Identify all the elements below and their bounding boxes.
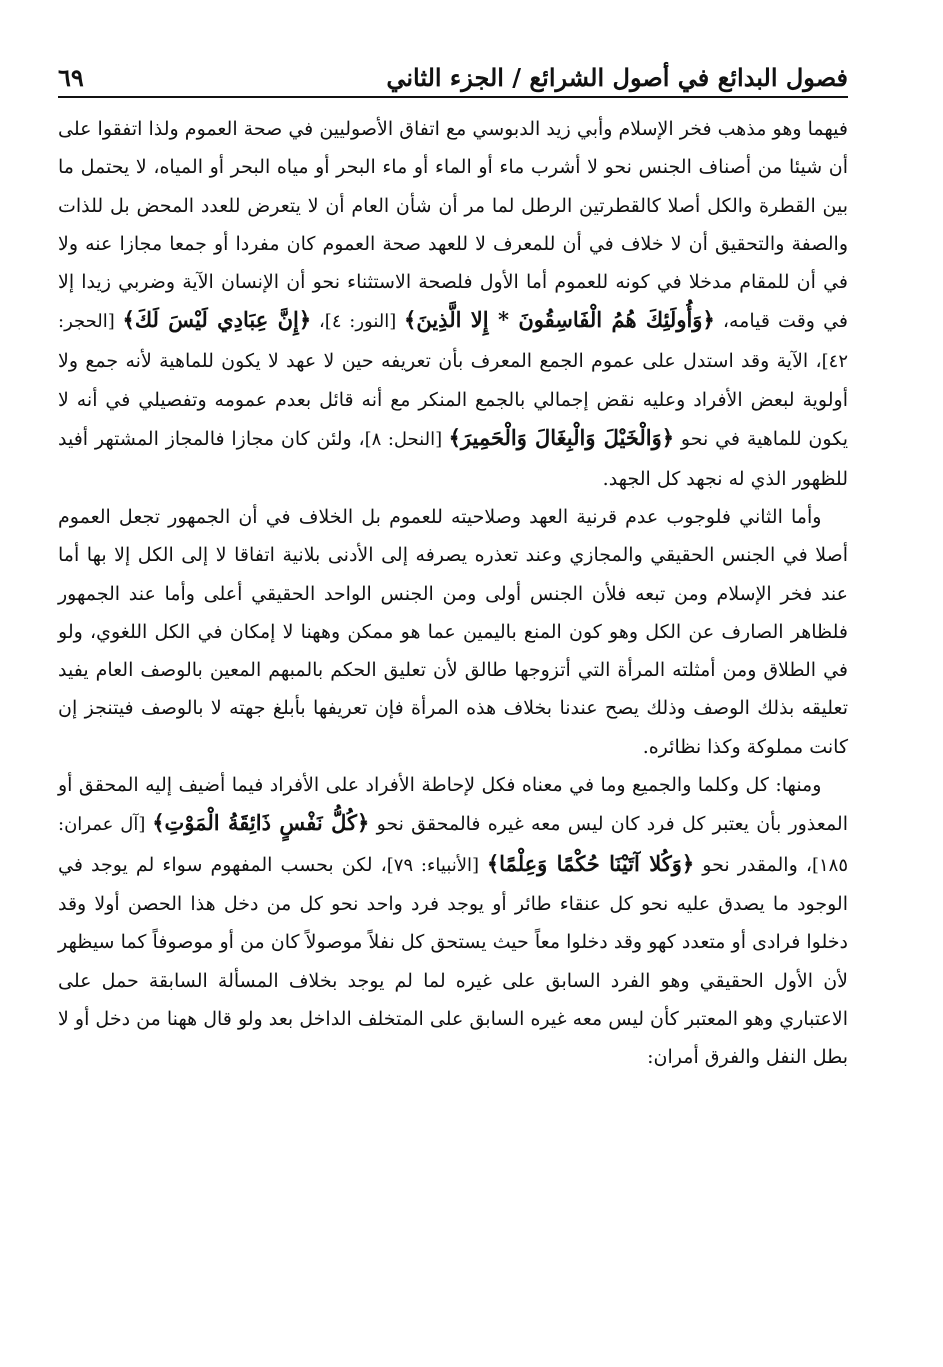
verse-reference: [الأنبياء: ٧٩] — [386, 854, 487, 876]
verse-reference: [الحجر: ٤٢] — [58, 311, 848, 372]
quran-verse: ﴿وَأُولَئِكَ هُمُ الْفَاسِقُونَ * إِلا الَّذِينَ﴾ — [404, 307, 715, 333]
paragraph-text: فيهما وهو مذهب فخر الإسلام وأبي زيد الدبوسي مع اتفاق الأصوليين في صحة العموم ولذا اتفقوا على أن شيئا من أصناف الجنس نحو لا أشرب ماء أو الماء أو ماء البحر أو مياه البحر أو المياه، لا يحتمل ما بين القطرة والكل أصلا كالقطرتين الرطل لما مر أن شأن العام أن لا يتعرض للعدد المحض بل للذات والصفة والتحقيق أن لا خلاف في أن للمعرف لا للعهد صحة العموم كان مفردا أو جمعا مجازا عنه ولا في أن للمقام مدخلا في كونه للعموم أما الأول فلصحة الاستثناء نحو أن الإنسان الآية وضربي زيدا إلا في وقت قيامه، — [58, 118, 848, 333]
quran-verse: ﴿وَكُلا آتَيْنَا حُكْمًا وَعِلْمًا﴾ — [486, 850, 695, 876]
paragraph — [58, 498, 848, 766]
quran-verse: ﴿وَالْخَيْلَ وَالْبِغَالَ وَالْحَمِيرَ﴾ — [448, 425, 675, 451]
page-number: ٦٩ — [58, 63, 84, 92]
body-text — [58, 110, 848, 1076]
paragraph-text: ، والمقدر نحو — [694, 853, 812, 876]
verse-reference: [النحل: ٨] — [364, 429, 449, 451]
running-title: فصول البدائع في أصول الشرائع / الجزء الثاني — [386, 63, 848, 92]
verse-reference: [آل عمران: ١٨٥] — [58, 814, 849, 876]
paragraph — [58, 110, 848, 498]
verse-reference: [النور: ٤]، — [311, 311, 405, 333]
paragraph-text: وأما الثاني فلوجوب عدم قرنية العهد وصلاحيته للعموم بل الخلاف في أن الجمهور تجعل العموم أصلا في الجنس الحقيقي والمجازي وعند تعذره يصرفه إلى الأدنى بلانية اتفاقا لا إلى الكل إلا بها أما عند فخر الإسلام ومن تبعه فلأن الجنس أولى ومن الجنس الواحد الحقيقي أعلى وأما عند الجمهور فلظاهر الصارف عن الكل وهو كون المنع باليمين عما هو ممكن وههنا لا إمكان في الكل اللغوي، ولو في الطلاق ومن أمثلته المرأة التي أتزوجها طالق لأن تعليق الحكم بالمبهم المعين بالوصف العام يفيد تعليقه بذلك الوصف وذلك يصح عندنا بخلاف هذه المرأة فإن تعريفها بأبلغ جهته لا بالوصف فيتنجز إن كانت مملوكة وكذا نظائره. — [58, 505, 848, 758]
paragraph-text: ومنها: كل وكلما والجميع وما في معناه فكل لإحاطة الأفراد على الأفراد فيما أضيف إليه المحقق أو المعذور بأن يعتبر كل فرد كان ليس معه غيره فالمحقق نحو — [58, 774, 848, 836]
paragraph-text: ، ولئن كان مجازا فالمجاز المشتهر أفيد للظهور الذي له نجهد كل الجهد. — [58, 428, 848, 490]
page-header — [58, 40, 848, 92]
paragraph-text: ، الآية وقد استدل على عموم الجمع المعرف بأن تعريفه حين لا عهد لا يكون للماهية لأنه جمع ولا أولوية لبعض الأفراد وعليه نقض إجمالي بالجمع المنكر مع أنه قائل بعدم عمومه وتفصيلي في أنه لا يكون للماهية في نحو — [58, 349, 848, 451]
header-divider — [58, 96, 848, 98]
paragraph-text: ، لكن بحسب المفهوم سواء لم يوجد في الوجود ما يصدق عليه نحو كل عنقاء طائر أو يوجد فرد واحد نحو كل من دخل هذا الحصن أولا وقد دخلوا فرادى أو متعدد كهو وقد دخلوا معاً حيث يستحق كل نفلاً موصولاً كان من أو موصوفاً كما سيظهر لأن الأول الحقيقي وهو الفرد السابق على غيره لما لم يوجد بخلاف المسألة السابقة حمل على الاعتباري وهو المعتبر كأن ليس معه غيره السابق على المتخلف الداخل بعد ولو قال ههنا من دخل أو لا بطل النفل والفرق أمران: — [58, 853, 848, 1069]
quran-verse: ﴿كُلُّ نَفْسٍ ذَائِقَةُ الْمَوْتِ﴾ — [152, 810, 370, 836]
paragraph — [58, 766, 848, 1076]
quran-verse: ﴿إِنَّ عِبَادِي لَيْسَ لَكَ﴾ — [122, 307, 312, 333]
